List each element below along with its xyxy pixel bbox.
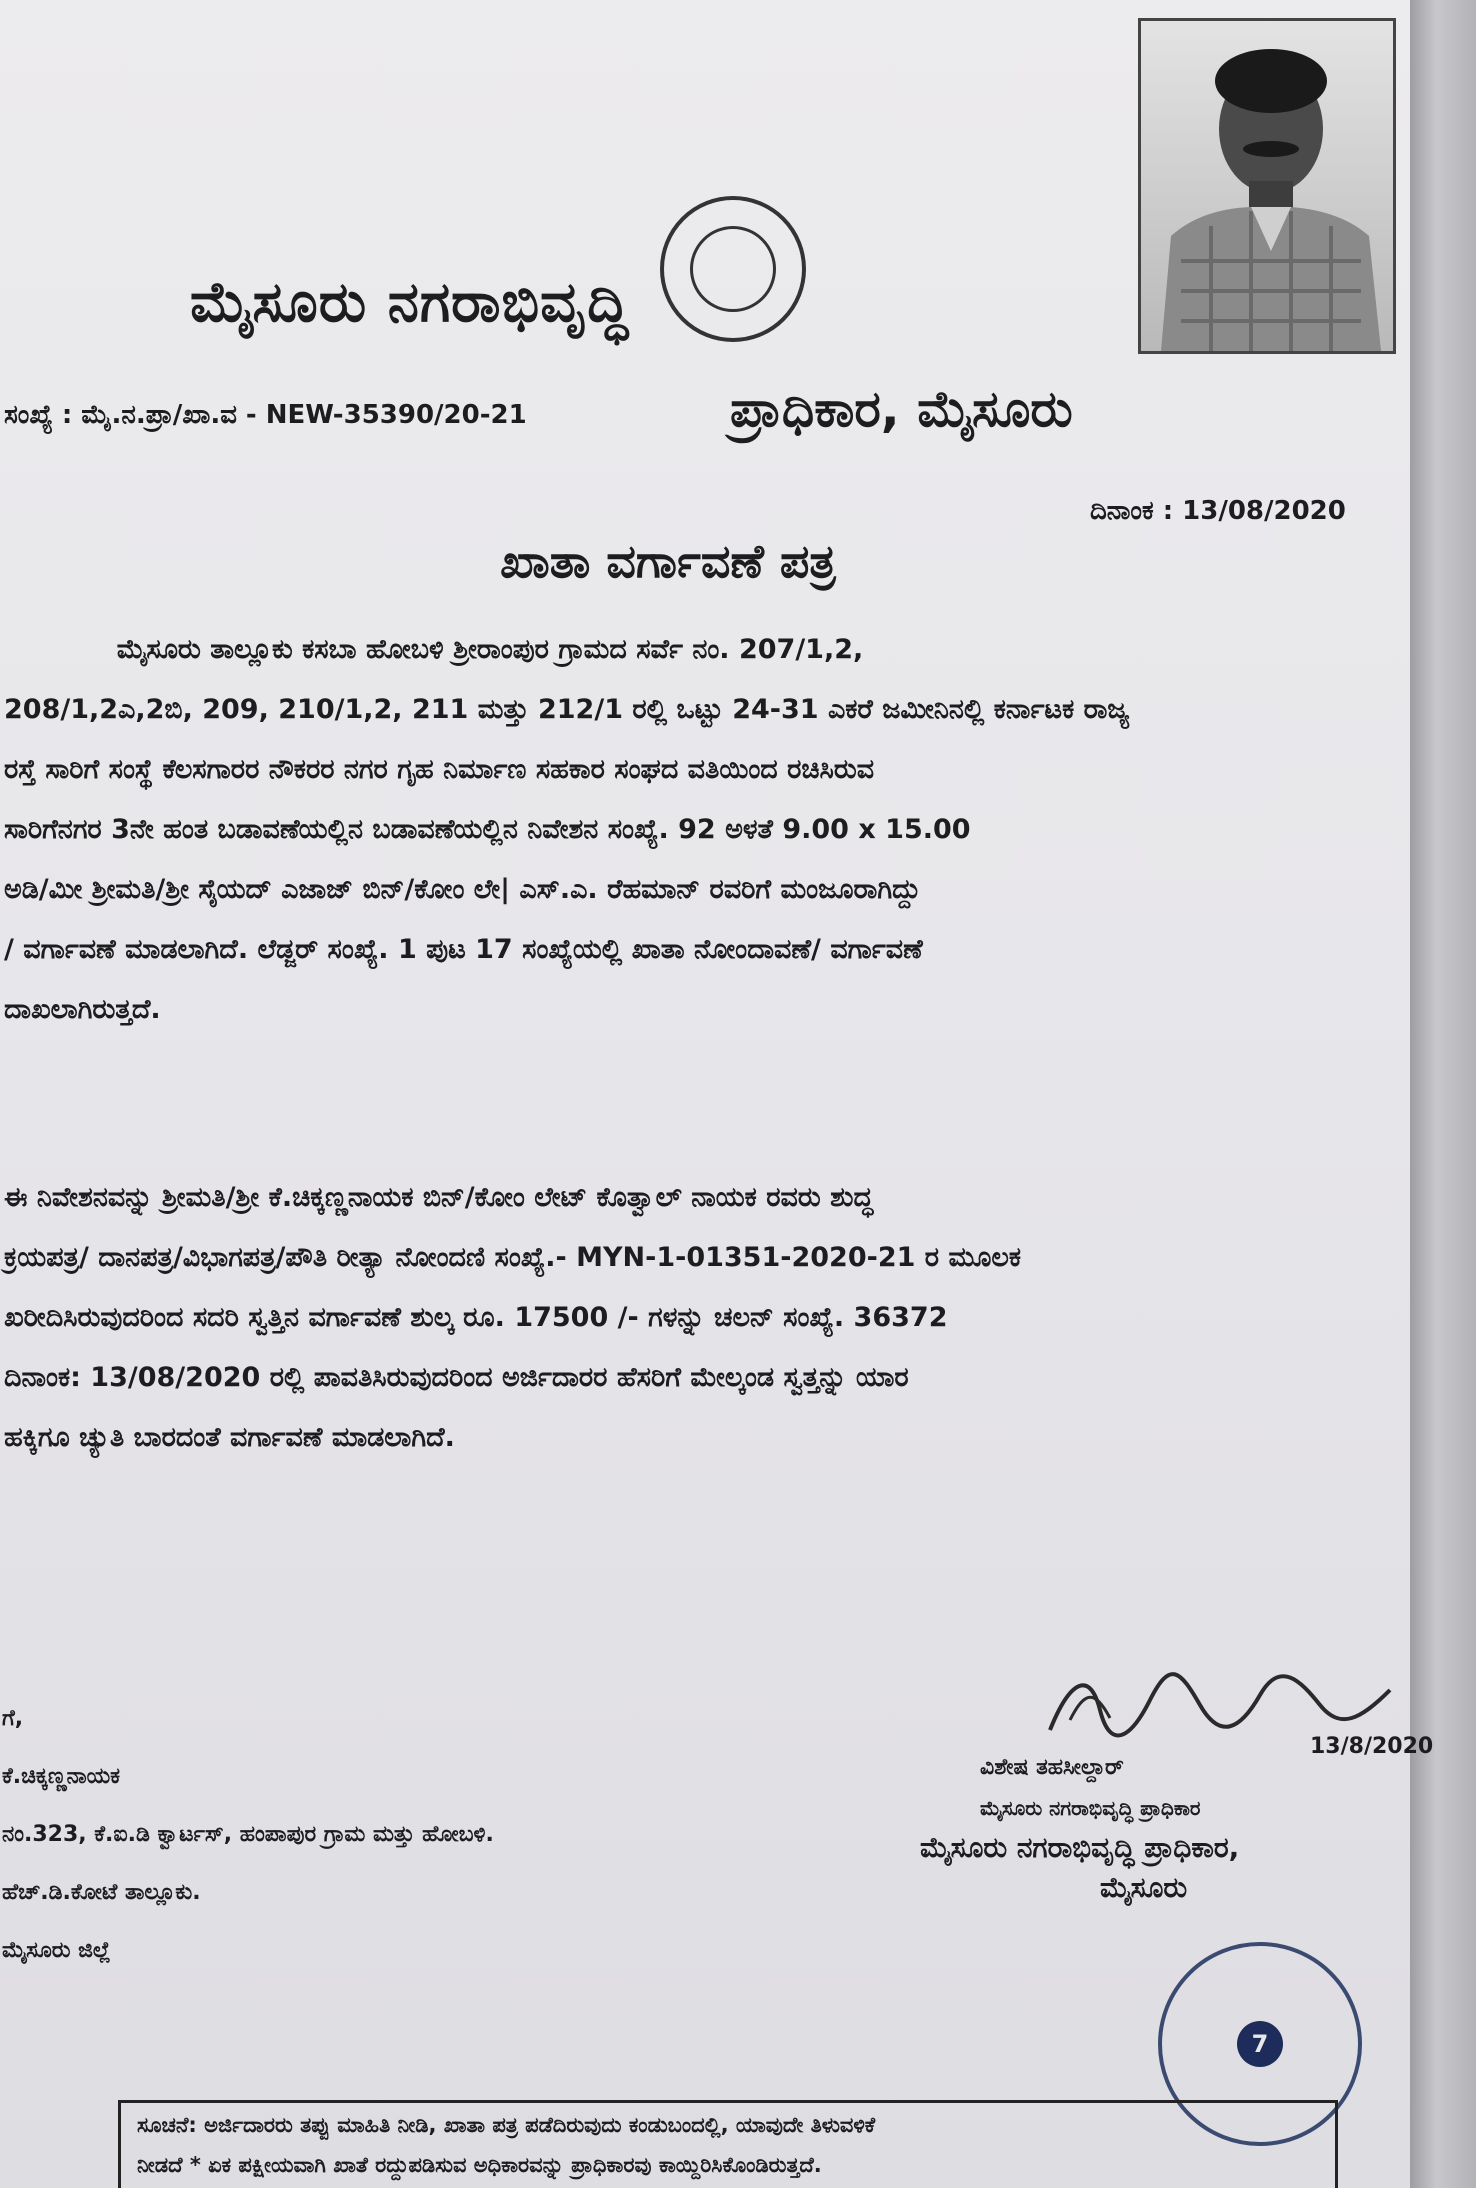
page-edge <box>1410 0 1476 2188</box>
paragraph-transfer-details <box>4 620 1394 1040</box>
reference-number: ಸಂಖ್ಯೆ : ಮೈ.ನ.ಪ್ರಾ/ಖಾ.ವ - NEW-35390/20-21 <box>4 400 527 430</box>
paragraph-line: ಈ ನಿವೇಶನವನ್ನು ಶ್ರೀಮತಿ/ಶ್ರೀ ಕೆ.ಚಿಕ್ಕಣ್ಣನಾಯಕ ಬಿನ್/ಕೋಂ ಲೇಟ್ ಕೊತ್ವಾಲ್ ನಾಯಕ ರವರು ಶುದ್ಧ <box>4 1182 874 1213</box>
addressee-block <box>2 1690 722 1980</box>
paragraph-line: ದಾಖಲಾಗಿರುತ್ತದೆ. <box>4 994 161 1025</box>
addressee-line: ಹೆಚ್.ಡಿ.ಕೋಟೆ ತಾಲ್ಲೂಕು. <box>2 1880 201 1905</box>
paragraph-line: ರಸ್ತೆ ಸಾರಿಗೆ ಸಂಸ್ಥೆ ಕೆಲಸಗಾರರ ನೌಕರರ ನಗರ ಗೃಹ ನಿರ್ಮಾಣ ಸಹಕಾರ ಸಂಘದ ವತಿಯಿಂದ ರಚಿಸಿರುವ <box>4 754 875 785</box>
issue-date: ದಿನಾಂಕ : 13/08/2020 <box>1090 496 1346 526</box>
note-line: ನೀಡದೆ * ಏಕ ಪಕ್ಷೀಯವಾಗಿ ಖಾತೆ ರದ್ದುಪಡಿಸುವ ಅಧಿಕಾರವನ್ನು ಪ್ರಾಧಿಕಾರವು ಕಾಯ್ದಿರಿಸಿಕೊಂಡಿರುತ್ತದೆ. <box>137 2153 822 2177</box>
signatory-block <box>920 1748 1390 1908</box>
stamp-number: 7 <box>1237 2021 1283 2067</box>
paragraph-line: ದಿನಾಂಕ: 13/08/2020 ರಲ್ಲಿ ಪಾವತಿಸಿರುವುದರಿಂದ ಅರ್ಜಿದಾರರ ಹೆಸರಿಗೆ ಮೇಲ್ಕಂಡ ಸ್ವತ್ತನ್ನು ಯಾರ <box>4 1362 909 1393</box>
paragraph-line: ಕ್ರಯಪತ್ರ/ ದಾನಪತ್ರ/ವಿಭಾಗಪತ್ರ/ಪೌತಿ ರೀತ್ಯಾ ನೋಂದಣಿ ಸಂಖ್ಯೆ.- MYN-1-01351-2020-21 ರ ಮೂಲಕ <box>4 1242 1022 1273</box>
person-photo-icon <box>1141 21 1393 351</box>
signatory-line: ಮೈಸೂರು ನಗರಾಭಿವೃದ್ಧಿ ಪ್ರಾಧಿಕಾರ <box>980 1796 1201 1820</box>
footer-note-box <box>118 2100 1338 2188</box>
paragraph-line: ಹಕ್ಕಿಗೂ ಚ್ಯುತಿ ಬಾರದಂತೆ ವರ್ಗಾವಣೆ ಮಾಡಲಾಗಿದೆ. <box>4 1422 455 1453</box>
document-heading: ಖಾತಾ ವರ್ಗಾವಣೆ ಪತ್ರ <box>500 534 836 588</box>
paragraph-line: ಮೈಸೂರು ತಾಲ್ಲೂಕು ಕಸಬಾ ಹೋಬಳಿ ಶ್ರೀರಾಂಪುರ ಗ್ರಾಮದ ಸರ್ವೆ ನಂ. 207/1,2, <box>4 634 864 665</box>
addressee-line: ಮೈಸೂರು ಜಿಲ್ಲೆ <box>2 1938 111 1963</box>
signatory-line: ವಿಶೇಷ ತಹಸೀಲ್ದಾರ್ <box>980 1755 1124 1780</box>
signatory-line: ಮೈಸೂರು ನಗರಾಭಿವೃದ್ಧಿ ಪ್ರಾಧಿಕಾರ, <box>920 1831 1240 1864</box>
addressee-line: ನಂ.323, ಕೆ.ಐ.ಡಿ ಕ್ವಾರ್ಟಸ್, ಹಂಪಾಪುರ ಗ್ರಾಮ ಮತ್ತು ಹೋಬಳಿ. <box>2 1822 494 1847</box>
signatory-line: ಮೈಸೂರು <box>1100 1871 1188 1904</box>
paragraph-line: ಅಡಿ/ಮೀ ಶ್ರೀಮತಿ/ಶ್ರೀ ಸೈಯದ್ ಎಜಾಜ್ ಬಿನ್/ಕೋಂ ಲೇ| ಎಸ್.ಎ. ರೆಹಮಾನ್ ರವರಿಗೆ ಮಂಜೂರಾಗಿದ್ದು <box>4 874 921 905</box>
signature-icon <box>1040 1660 1400 1744</box>
paragraph-line: ಸಾರಿಗೆನಗರ 3ನೇ ಹಂತ ಬಡಾವಣೆಯಲ್ಲಿನ ಬಡಾವಣೆಯಲ್ಲಿನ ನಿವೇಶನ ಸಂಖ್ಯೆ. 92 ಅಳತೆ 9.00 x 15.00 <box>4 814 971 845</box>
paragraph-purchase-details <box>4 1168 1394 1468</box>
addressee-line: ಕೆ.ಚಿಕ್ಕಣ್ಣನಾಯಕ <box>2 1764 121 1789</box>
applicant-photo <box>1138 18 1396 354</box>
paragraph-line: 208/1,2ಎ,2ಬಿ, 209, 210/1,2, 211 ಮತ್ತು 212/1 ರಲ್ಲಿ ಒಟ್ಟು 24-31 ಎಕರೆ ಜಮೀನಿನಲ್ಲಿ ಕರ್ನಾಟಕ ರಾಜ್ಯ <box>4 694 1130 725</box>
signature-date: 13/8/2020 <box>1310 1734 1434 1759</box>
paragraph-line: / ವರ್ಗಾವಣೆ ಮಾಡಲಾಗಿದೆ. ಲೆಡ್ಜರ್ ಸಂಖ್ಯೆ. 1 ಪುಟ 17 ಸಂಖ್ಯೆಯಲ್ಲಿ ಖಾತಾ ನೋಂದಾವಣೆ/ ವರ್ಗಾವಣೆ <box>4 934 923 965</box>
authority-title: ಮೈಸೂರು ನಗರಾಭಿವೃದ್ಧಿ <box>190 270 629 335</box>
paragraph-line: ಖರೀದಿಸಿರುವುದರಿಂದ ಸದರಿ ಸ್ವತ್ತಿನ ವರ್ಗಾವಣೆ ಶುಲ್ಕ ರೂ. 17500 /- ಗಳನ್ನು ಚಲನ್ ಸಂಖ್ಯೆ. 36372 <box>4 1302 948 1333</box>
authority-title-line2: ಪ್ರಾಧಿಕಾರ, ಮೈಸೂರು <box>730 380 1073 438</box>
addressee-line: ಗೆ, <box>2 1706 24 1731</box>
note-line: ಸೂಚನೆ: ಅರ್ಜಿದಾರರು ತಪ್ಪು ಮಾಹಿತಿ ನೀಡಿ, ಖಾತಾ ಪತ್ರ ಪಡೆದಿರುವುದು ಕಂಡುಬಂದಲ್ಲಿ, ಯಾವುದೇ ತಿಳುವಳಿಕೆ <box>137 2113 876 2137</box>
